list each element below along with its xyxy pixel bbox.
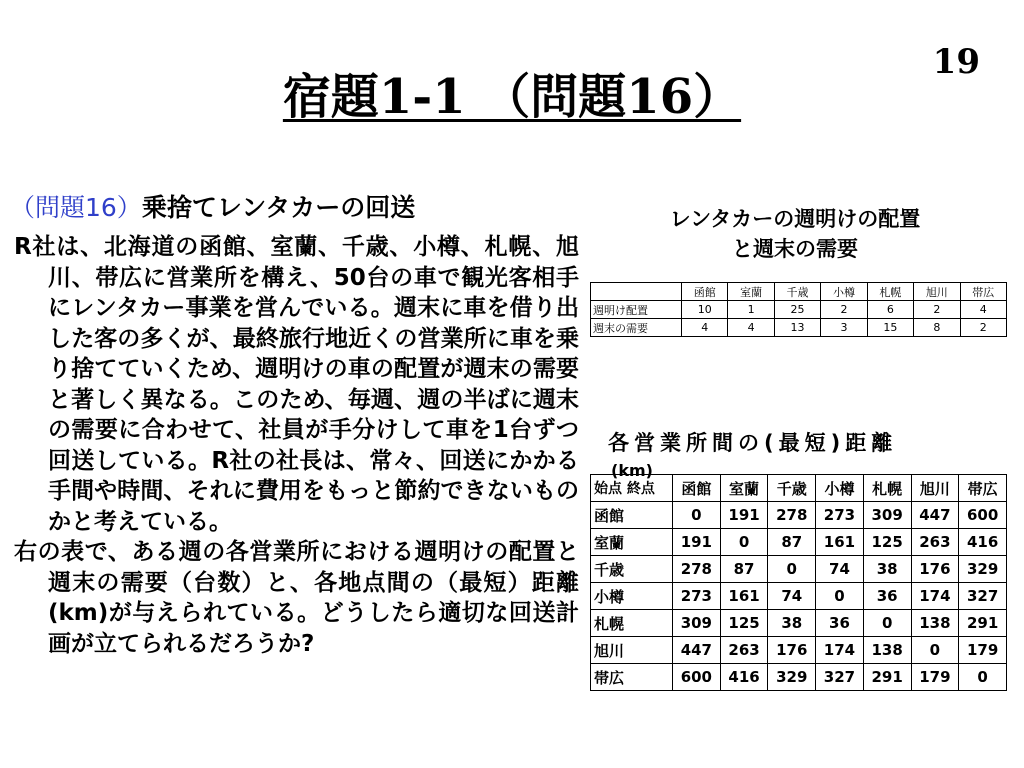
table-header-cell: 室蘭 [728,283,774,301]
table-cell: 174 [816,637,864,664]
row-label: 千歳 [591,556,673,583]
table-cell: 291 [863,664,911,691]
table-cell: 4 [682,319,728,337]
table-cell: 278 [673,556,721,583]
table-cell: 38 [768,610,816,637]
row-label: 小樽 [591,583,673,610]
table-cell: 0 [863,610,911,637]
table-header-cell: 小樽 [821,283,867,301]
table-cell: 600 [959,502,1007,529]
distance-table [590,474,1007,691]
table-cell: 447 [673,637,721,664]
table-header-cell: 函館 [682,283,728,301]
problem-heading [10,188,580,224]
table-header-cell: 旭川 [911,475,959,502]
table-cell: 8 [914,319,960,337]
table-cell: 0 [768,556,816,583]
table-cell: 600 [673,664,721,691]
row-label: 週末の需要 [591,319,682,337]
table-row [591,664,1007,691]
table-cell: 273 [816,502,864,529]
table-cell: 87 [768,529,816,556]
row-label: 旭川 [591,637,673,664]
table-header-cell: 札幌 [867,283,913,301]
table-cell: 87 [720,556,768,583]
table-header-cell: 帯広 [960,283,1006,301]
table1-title [590,204,1000,264]
table-cell: 329 [959,556,1007,583]
table-cell: 174 [911,583,959,610]
table-cell: 4 [728,319,774,337]
table-cell: 327 [816,664,864,691]
table-row [591,583,1007,610]
table-header-cell: 旭川 [914,283,960,301]
table-cell: 15 [867,319,913,337]
table-cell: 179 [911,664,959,691]
distance-table-caption: 各営業所間の(最短)距離 [608,431,898,455]
table-header-cell: 帯広 [959,475,1007,502]
table-cell: 416 [959,529,1007,556]
table-header-cell: 札幌 [863,475,911,502]
table1-title-line1: レンタカーの週明けの配置 [669,207,921,231]
table-cell: 2 [960,319,1006,337]
table-cell: 2 [821,301,867,319]
table-cell: 447 [911,502,959,529]
paragraph-1: R社は、北海道の函館、室蘭、千歳、小樽、札幌、旭川、帯広に営業所を構え、50台の車で観光客相手にレンタカー事業を営んでいる。週末に車を借り出した客の多くが、最終旅行地近くの営業所に車を乗り捨てていくため、週明けの車の配置が週末の需要と著しく異なる。このため、毎週、週の半ばに週末の需要に合わせて、社員が手分けして車を1台ずつ回送している。R社の社長は、常々、回送にかかる手間や時間、それに費用をもっと節約できないものかと考えている。 [14,234,579,535]
table-row [591,610,1007,637]
table-header-row [591,475,1007,502]
table-cell: 176 [911,556,959,583]
table-row [591,319,1007,337]
corner-cell: 始点 終点 [591,475,673,502]
table-cell: 273 [673,583,721,610]
table-header-cell [591,283,682,301]
table-cell: 176 [768,637,816,664]
table1-title-line2: と週末の需要 [732,237,858,261]
table-cell: 0 [959,664,1007,691]
table-cell: 0 [673,502,721,529]
table-cell: 74 [816,556,864,583]
table-header-row [591,283,1007,301]
row-label: 週明け配置 [591,301,682,319]
table-cell: 263 [720,637,768,664]
table-cell: 36 [863,583,911,610]
problem-heading-text: 乗捨てレンタカーの回送 [141,193,416,222]
table-cell: 74 [768,583,816,610]
page-number: 19 [932,42,980,82]
table-cell: 10 [682,301,728,319]
table-cell: 6 [867,301,913,319]
table-cell: 125 [863,529,911,556]
table-cell: 161 [816,529,864,556]
table-row [591,556,1007,583]
table-cell: 125 [720,610,768,637]
table-row [591,529,1007,556]
table-cell: 25 [774,301,820,319]
table-cell: 1 [728,301,774,319]
table-cell: 309 [673,610,721,637]
table-cell: 291 [959,610,1007,637]
row-label: 函館 [591,502,673,529]
table-cell: 278 [768,502,816,529]
table-cell: 138 [863,637,911,664]
slide-title [0,58,1024,127]
table-cell: 2 [914,301,960,319]
table-header-cell: 小樽 [816,475,864,502]
distance-unit: (km) [611,461,653,480]
table-cell: 0 [816,583,864,610]
table-cell: 161 [720,583,768,610]
row-label: 札幌 [591,610,673,637]
problem-statement [14,232,579,659]
table-row [591,301,1007,319]
table-row [591,637,1007,664]
table-header-cell: 函館 [673,475,721,502]
table-cell: 263 [911,529,959,556]
table-cell: 0 [720,529,768,556]
table-cell: 3 [821,319,867,337]
table-cell: 138 [911,610,959,637]
problem-label: （問題16） [10,193,142,222]
table-cell: 4 [960,301,1006,319]
table-header-cell: 千歳 [774,283,820,301]
table-cell: 327 [959,583,1007,610]
table-cell: 13 [774,319,820,337]
table-cell: 329 [768,664,816,691]
table-cell: 191 [720,502,768,529]
row-label: 帯広 [591,664,673,691]
table-row [591,502,1007,529]
table-header-cell: 室蘭 [720,475,768,502]
table-cell: 416 [720,664,768,691]
table-cell: 36 [816,610,864,637]
slide-title-text: 宿題1-1 （問題16） [282,69,742,125]
table-cell: 0 [911,637,959,664]
table-cell: 179 [959,637,1007,664]
table-header-cell: 千歳 [768,475,816,502]
placement-demand-table [590,282,1007,337]
table-cell: 38 [863,556,911,583]
row-label: 室蘭 [591,529,673,556]
table-cell: 191 [673,529,721,556]
table-cell: 309 [863,502,911,529]
paragraph-2: 右の表で、ある週の各営業所における週明けの配置と週末の需要（台数）と、各地点間の（最短）距離(km)が与えられている。どうしたら適切な回送計画が立てられるだろうか? [14,539,579,657]
